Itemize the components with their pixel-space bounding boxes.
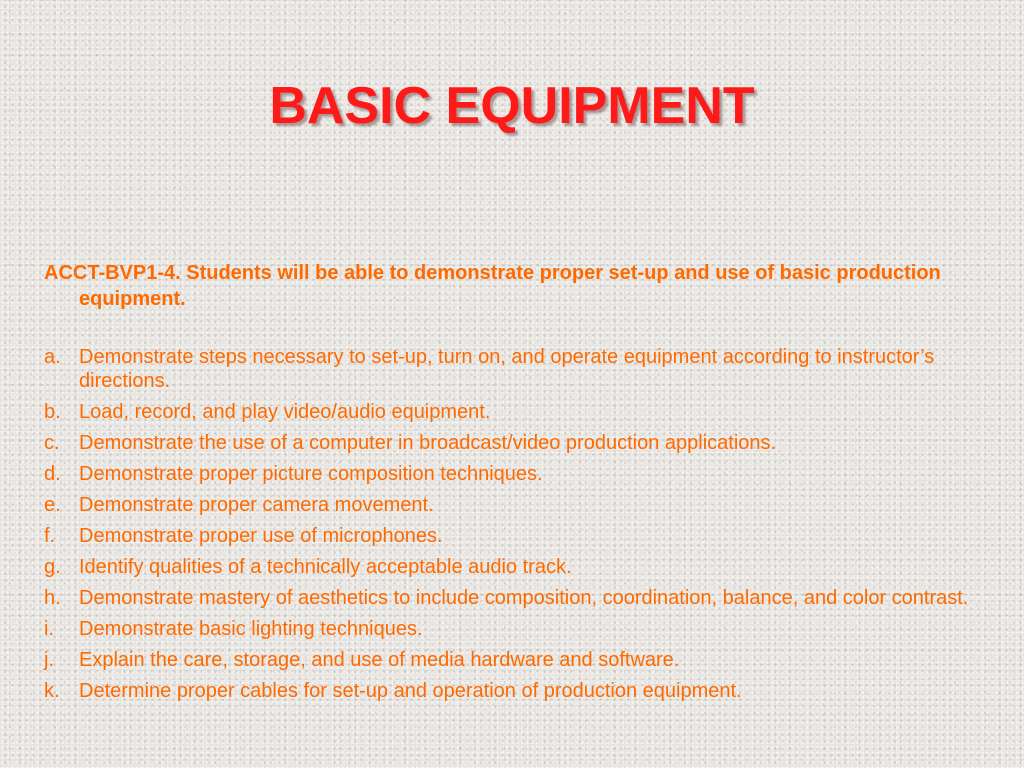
list-item-letter: i. [44,618,54,640]
list-item-text: Explain the care, storage, and use of media hardware and software. [79,649,680,671]
list-item-text: Demonstrate steps necessary to set-up, turn on, and operate equipment according to instructor’s directions. [79,346,935,392]
list-item-text: Demonstrate proper camera movement. [79,494,434,516]
list-item [44,524,984,548]
list-item-letter: a. [44,346,61,368]
list-item [44,586,984,610]
list-item [44,617,984,641]
list-item [44,345,984,393]
list-item-text: Demonstrate proper picture composition techniques. [79,463,543,485]
list-item-letter: c. [44,432,60,454]
list-item-letter: g. [44,556,61,578]
list-item [44,679,984,703]
list-item-letter: f. [44,525,56,547]
list-item [44,648,984,672]
list-item-letter: k. [44,680,60,702]
list-item-text: Demonstrate the use of a computer in broadcast/video production applications. [79,432,777,454]
list-item-text: Demonstrate mastery of aesthetics to include composition, coordination, balance, and color contrast. [79,587,969,609]
list-item-letter: d. [44,463,61,485]
list-item-text: Demonstrate basic lighting techniques. [79,618,423,640]
list-item-letter: j. [44,649,54,671]
slide-title: BASIC EQUIPMENT [269,77,755,135]
list-item-letter: b. [44,401,61,423]
list-item [44,400,984,424]
standard-statement: ACCT-BVP1-4. Students will be able to demonstrate proper set-up and use of basic production equipment. [44,262,941,310]
list-item [44,493,984,517]
list-item-letter: e. [44,494,61,516]
objectives-list [44,345,984,710]
list-item [44,462,984,486]
list-item-letter: h. [44,587,61,609]
list-item-text: Load, record, and play video/audio equipment. [79,401,491,423]
list-item [44,431,984,455]
list-item-text: Identify qualities of a technically acceptable audio track. [79,556,572,578]
list-item [44,555,984,579]
list-item-text: Determine proper cables for set-up and operation of production equipment. [79,680,742,702]
list-item-text: Demonstrate proper use of microphones. [79,525,443,547]
